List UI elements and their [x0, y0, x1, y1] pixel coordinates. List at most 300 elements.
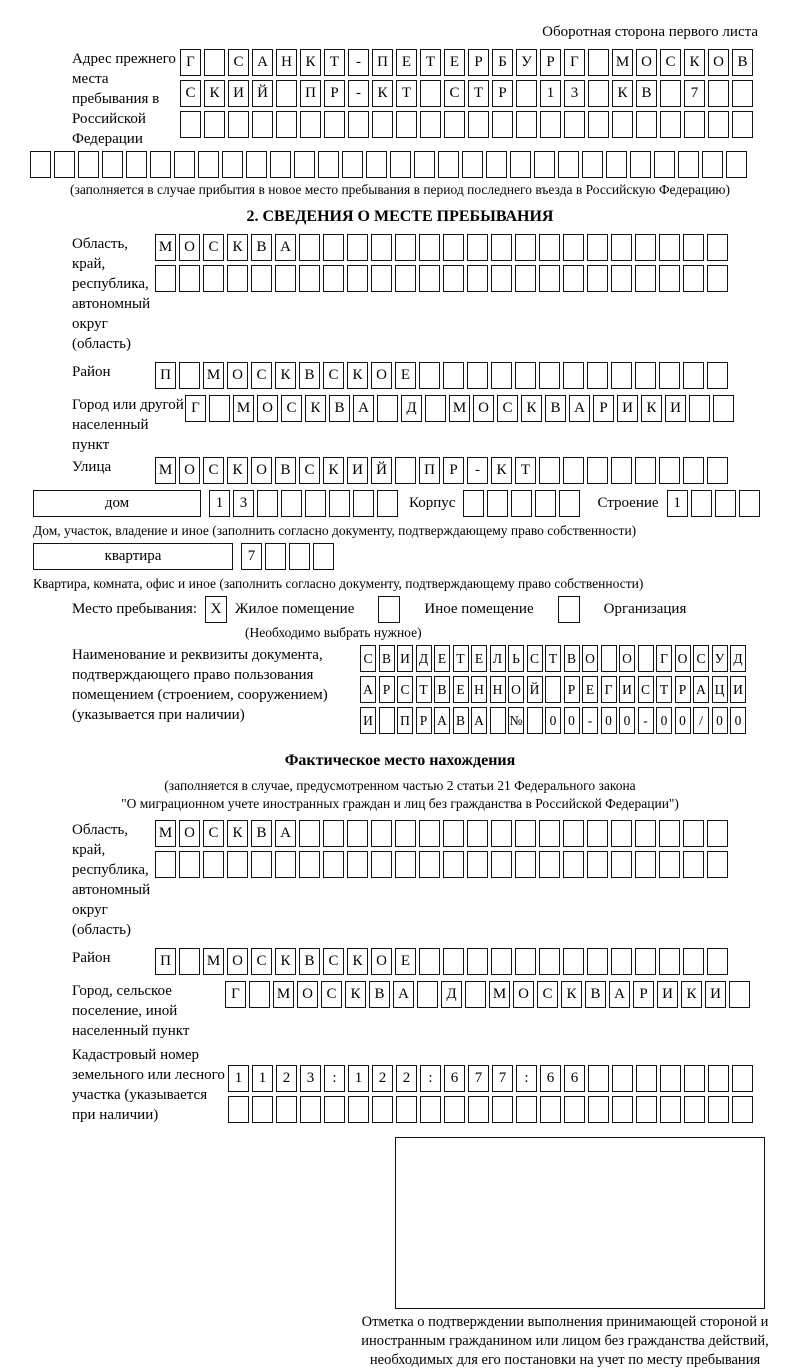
char-cell[interactable]: С [203, 820, 224, 847]
char-cell[interactable]: 7 [241, 543, 262, 570]
char-cell[interactable] [707, 948, 728, 975]
char-cell[interactable] [395, 851, 416, 878]
char-cell[interactable]: О [473, 395, 494, 422]
char-cell[interactable]: Г [225, 981, 246, 1008]
char-cell[interactable] [102, 151, 123, 178]
char-cell[interactable] [563, 851, 584, 878]
char-cell[interactable]: К [305, 395, 326, 422]
char-cell[interactable]: С [660, 49, 681, 76]
char-cell[interactable] [691, 490, 712, 517]
char-cell[interactable]: К [300, 49, 321, 76]
char-cell[interactable] [732, 1096, 753, 1123]
char-cell[interactable]: 6 [444, 1065, 465, 1092]
char-cell[interactable]: 0 [656, 707, 672, 734]
char-cell[interactable] [683, 362, 704, 389]
char-cell[interactable] [150, 151, 171, 178]
char-cell[interactable]: С [360, 645, 376, 672]
char-cell[interactable]: 0 [730, 707, 746, 734]
char-cell[interactable] [630, 151, 651, 178]
char-cell[interactable]: Р [443, 457, 464, 484]
char-cell[interactable] [510, 151, 531, 178]
char-cell[interactable]: С [638, 676, 654, 703]
char-cell[interactable]: Е [395, 362, 416, 389]
char-cell[interactable]: О [251, 457, 272, 484]
char-cell[interactable]: Й [252, 80, 273, 107]
char-cell[interactable]: Т [416, 676, 432, 703]
char-cell[interactable]: Ц [712, 676, 728, 703]
char-cell[interactable]: Д [401, 395, 422, 422]
char-cell[interactable]: К [681, 981, 702, 1008]
char-cell[interactable]: - [348, 80, 369, 107]
char-cell[interactable]: 0 [564, 707, 580, 734]
char-cell[interactable] [419, 851, 440, 878]
char-cell[interactable] [702, 151, 723, 178]
char-cell[interactable] [305, 490, 326, 517]
char-cell[interactable] [683, 234, 704, 261]
char-cell[interactable] [708, 111, 729, 138]
char-cell[interactable] [487, 490, 508, 517]
char-cell[interactable]: Н [490, 676, 506, 703]
char-cell[interactable] [257, 490, 278, 517]
char-cell[interactable] [371, 820, 392, 847]
char-cell[interactable] [462, 151, 483, 178]
char-cell[interactable]: Р [633, 981, 654, 1008]
char-cell[interactable]: Р [593, 395, 614, 422]
char-cell[interactable] [635, 265, 656, 292]
char-cell[interactable] [490, 707, 506, 734]
char-cell[interactable]: Н [276, 49, 297, 76]
char-cell[interactable] [465, 981, 486, 1008]
char-cell[interactable] [611, 362, 632, 389]
char-cell[interactable] [515, 948, 536, 975]
char-cell[interactable]: Е [395, 948, 416, 975]
char-cell[interactable] [558, 151, 579, 178]
char-cell[interactable]: А [252, 49, 273, 76]
char-cell[interactable] [300, 111, 321, 138]
char-cell[interactable]: Т [420, 49, 441, 76]
char-cell[interactable]: 1 [228, 1065, 249, 1092]
char-cell[interactable] [252, 111, 273, 138]
char-cell[interactable]: А [471, 707, 487, 734]
char-cell[interactable]: П [155, 362, 176, 389]
char-cell[interactable]: Р [468, 49, 489, 76]
char-cell[interactable] [275, 851, 296, 878]
char-cell[interactable] [611, 820, 632, 847]
char-cell[interactable] [179, 265, 200, 292]
char-cell[interactable] [443, 362, 464, 389]
char-cell[interactable]: № [508, 707, 524, 734]
char-cell[interactable] [324, 1096, 345, 1123]
char-cell[interactable] [540, 1096, 561, 1123]
char-cell[interactable]: Г [564, 49, 585, 76]
char-cell[interactable] [467, 234, 488, 261]
char-cell[interactable]: К [561, 981, 582, 1008]
char-cell[interactable]: Ь [508, 645, 524, 672]
char-cell[interactable] [539, 265, 560, 292]
char-cell[interactable] [654, 151, 675, 178]
char-cell[interactable]: 3 [564, 80, 585, 107]
char-cell[interactable] [563, 948, 584, 975]
char-cell[interactable]: М [273, 981, 294, 1008]
char-cell[interactable] [270, 151, 291, 178]
char-cell[interactable] [396, 1096, 417, 1123]
char-cell[interactable]: Е [444, 49, 465, 76]
char-cell[interactable]: 7 [468, 1065, 489, 1092]
char-cell[interactable]: 2 [396, 1065, 417, 1092]
char-cell[interactable] [467, 851, 488, 878]
char-cell[interactable] [444, 111, 465, 138]
char-cell[interactable]: В [564, 645, 580, 672]
char-cell[interactable]: 0 [712, 707, 728, 734]
char-cell[interactable] [539, 820, 560, 847]
char-cell[interactable]: Е [582, 676, 598, 703]
char-cell[interactable]: П [419, 457, 440, 484]
char-cell[interactable] [30, 151, 51, 178]
char-cell[interactable] [659, 820, 680, 847]
char-cell[interactable]: С [251, 948, 272, 975]
char-cell[interactable]: О [508, 676, 524, 703]
char-cell[interactable] [635, 234, 656, 261]
char-cell[interactable]: К [684, 49, 705, 76]
char-cell[interactable] [559, 490, 580, 517]
char-cell[interactable]: В [379, 645, 395, 672]
char-cell[interactable]: К [491, 457, 512, 484]
char-cell[interactable] [396, 111, 417, 138]
char-cell[interactable] [420, 80, 441, 107]
char-cell[interactable] [689, 395, 710, 422]
char-cell[interactable] [347, 234, 368, 261]
char-cell[interactable]: Г [185, 395, 206, 422]
char-cell[interactable] [379, 707, 395, 734]
char-cell[interactable] [419, 234, 440, 261]
char-cell[interactable]: С [537, 981, 558, 1008]
char-cell[interactable] [491, 234, 512, 261]
char-cell[interactable] [347, 851, 368, 878]
char-cell[interactable]: С [299, 457, 320, 484]
char-cell[interactable] [443, 851, 464, 878]
char-cell[interactable] [372, 111, 393, 138]
char-cell[interactable] [299, 265, 320, 292]
char-cell[interactable] [660, 80, 681, 107]
char-cell[interactable]: Р [564, 676, 580, 703]
char-cell[interactable] [492, 111, 513, 138]
char-cell[interactable]: И [228, 80, 249, 107]
char-cell[interactable]: С [693, 645, 709, 672]
char-cell[interactable]: К [612, 80, 633, 107]
char-cell[interactable]: В [329, 395, 350, 422]
char-cell[interactable] [419, 265, 440, 292]
char-cell[interactable] [635, 362, 656, 389]
char-cell[interactable] [467, 265, 488, 292]
char-cell[interactable]: К [275, 948, 296, 975]
char-cell[interactable] [564, 111, 585, 138]
char-cell[interactable] [515, 820, 536, 847]
char-cell[interactable] [684, 1065, 705, 1092]
char-cell[interactable] [377, 395, 398, 422]
char-cell[interactable]: 3 [300, 1065, 321, 1092]
char-cell[interactable] [708, 80, 729, 107]
char-cell[interactable] [588, 1096, 609, 1123]
char-cell[interactable] [420, 111, 441, 138]
char-cell[interactable] [659, 948, 680, 975]
char-cell[interactable]: А [353, 395, 374, 422]
char-cell[interactable]: А [275, 234, 296, 261]
char-cell[interactable] [467, 948, 488, 975]
char-cell[interactable]: 1 [348, 1065, 369, 1092]
char-cell[interactable] [659, 265, 680, 292]
char-cell[interactable]: К [204, 80, 225, 107]
char-cell[interactable] [638, 645, 654, 672]
char-cell[interactable] [323, 265, 344, 292]
char-cell[interactable]: И [347, 457, 368, 484]
char-cell[interactable] [313, 543, 334, 570]
char-cell[interactable]: : [420, 1065, 441, 1092]
char-cell[interactable] [659, 851, 680, 878]
char-cell[interactable] [443, 234, 464, 261]
char-cell[interactable]: К [372, 80, 393, 107]
char-cell[interactable] [729, 981, 750, 1008]
char-cell[interactable]: Т [324, 49, 345, 76]
char-cell[interactable]: Т [396, 80, 417, 107]
char-cell[interactable] [636, 1096, 657, 1123]
char-cell[interactable] [587, 362, 608, 389]
char-cell[interactable]: В [545, 395, 566, 422]
char-cell[interactable] [611, 948, 632, 975]
char-cell[interactable]: А [360, 676, 376, 703]
char-cell[interactable] [527, 707, 543, 734]
char-cell[interactable] [678, 151, 699, 178]
char-cell[interactable] [395, 265, 416, 292]
char-cell[interactable] [732, 111, 753, 138]
char-cell[interactable] [252, 1096, 273, 1123]
char-cell[interactable]: К [227, 820, 248, 847]
char-cell[interactable]: Й [371, 457, 392, 484]
char-cell[interactable]: 0 [601, 707, 617, 734]
char-cell[interactable] [611, 851, 632, 878]
char-cell[interactable]: И [619, 676, 635, 703]
char-cell[interactable]: 3 [233, 490, 254, 517]
char-cell[interactable]: Т [468, 80, 489, 107]
char-cell[interactable] [395, 234, 416, 261]
char-cell[interactable]: В [299, 362, 320, 389]
char-cell[interactable]: В [251, 820, 272, 847]
char-cell[interactable]: К [323, 457, 344, 484]
char-cell[interactable]: Г [601, 676, 617, 703]
char-cell[interactable]: А [609, 981, 630, 1008]
char-cell[interactable] [347, 820, 368, 847]
char-cell[interactable] [587, 948, 608, 975]
char-cell[interactable]: О [297, 981, 318, 1008]
char-cell[interactable] [612, 111, 633, 138]
char-cell[interactable]: О [179, 457, 200, 484]
char-cell[interactable] [417, 981, 438, 1008]
char-cell[interactable]: О [371, 362, 392, 389]
char-cell[interactable] [300, 1096, 321, 1123]
char-cell[interactable] [179, 362, 200, 389]
char-cell[interactable] [425, 395, 446, 422]
char-cell[interactable]: 1 [540, 80, 561, 107]
char-cell[interactable]: П [300, 80, 321, 107]
char-cell[interactable]: И [360, 707, 376, 734]
char-cell[interactable] [636, 1065, 657, 1092]
char-cell[interactable]: М [233, 395, 254, 422]
char-cell[interactable] [420, 1096, 441, 1123]
char-cell[interactable] [204, 111, 225, 138]
char-cell[interactable] [491, 820, 512, 847]
char-cell[interactable] [516, 80, 537, 107]
char-cell[interactable] [635, 457, 656, 484]
char-cell[interactable]: В [585, 981, 606, 1008]
char-cell[interactable] [467, 820, 488, 847]
char-cell[interactable] [251, 851, 272, 878]
char-cell[interactable]: С [323, 948, 344, 975]
char-cell[interactable] [660, 1065, 681, 1092]
char-cell[interactable] [707, 234, 728, 261]
char-cell[interactable]: С [203, 457, 224, 484]
char-cell[interactable] [492, 1096, 513, 1123]
char-cell[interactable] [419, 820, 440, 847]
char-cell[interactable] [563, 820, 584, 847]
char-cell[interactable] [414, 151, 435, 178]
char-cell[interactable] [563, 234, 584, 261]
char-cell[interactable]: М [155, 820, 176, 847]
char-cell[interactable] [299, 820, 320, 847]
char-cell[interactable] [228, 111, 249, 138]
char-cell[interactable] [539, 234, 560, 261]
char-cell[interactable]: Л [490, 645, 506, 672]
char-cell[interactable] [366, 151, 387, 178]
char-cell[interactable] [204, 49, 225, 76]
char-cell[interactable] [174, 151, 195, 178]
char-cell[interactable]: М [489, 981, 510, 1008]
char-cell[interactable] [588, 80, 609, 107]
char-cell[interactable]: : [516, 1065, 537, 1092]
char-cell[interactable] [635, 820, 656, 847]
char-cell[interactable]: В [453, 707, 469, 734]
char-cell[interactable]: 0 [545, 707, 561, 734]
char-cell[interactable] [684, 1096, 705, 1123]
char-cell[interactable] [539, 362, 560, 389]
char-cell[interactable] [516, 1096, 537, 1123]
char-cell[interactable] [281, 490, 302, 517]
char-cell[interactable] [564, 1096, 585, 1123]
char-cell[interactable]: И [657, 981, 678, 1008]
char-cell[interactable] [612, 1096, 633, 1123]
char-cell[interactable]: О [582, 645, 598, 672]
char-cell[interactable] [611, 234, 632, 261]
char-cell[interactable] [348, 1096, 369, 1123]
char-cell[interactable] [611, 265, 632, 292]
char-cell[interactable]: Е [434, 645, 450, 672]
char-cell[interactable]: Т [656, 676, 672, 703]
char-cell[interactable] [515, 265, 536, 292]
char-cell[interactable] [443, 265, 464, 292]
char-cell[interactable] [276, 1096, 297, 1123]
char-cell[interactable]: М [155, 457, 176, 484]
char-cell[interactable] [246, 151, 267, 178]
char-cell[interactable] [329, 490, 350, 517]
char-cell[interactable]: : [324, 1065, 345, 1092]
char-cell[interactable] [491, 948, 512, 975]
char-cell[interactable]: Е [471, 645, 487, 672]
char-cell[interactable]: С [323, 362, 344, 389]
char-cell[interactable]: 6 [564, 1065, 585, 1092]
char-cell[interactable] [395, 820, 416, 847]
char-cell[interactable] [467, 362, 488, 389]
char-cell[interactable] [612, 1065, 633, 1092]
char-cell[interactable]: С [321, 981, 342, 1008]
char-cell[interactable]: С [203, 234, 224, 261]
char-cell[interactable] [587, 820, 608, 847]
char-cell[interactable]: И [665, 395, 686, 422]
char-cell[interactable]: И [397, 645, 413, 672]
char-cell[interactable] [180, 111, 201, 138]
char-cell[interactable] [126, 151, 147, 178]
char-cell[interactable]: П [372, 49, 393, 76]
char-cell[interactable] [588, 1065, 609, 1092]
char-cell[interactable] [228, 1096, 249, 1123]
char-cell[interactable]: - [467, 457, 488, 484]
char-cell[interactable] [587, 851, 608, 878]
char-cell[interactable]: Е [453, 676, 469, 703]
char-cell[interactable] [515, 234, 536, 261]
char-cell[interactable]: Д [730, 645, 746, 672]
char-cell[interactable] [299, 851, 320, 878]
char-cell[interactable] [708, 1065, 729, 1092]
char-cell[interactable] [660, 111, 681, 138]
char-cell[interactable]: - [582, 707, 598, 734]
char-cell[interactable] [342, 151, 363, 178]
char-cell[interactable] [468, 111, 489, 138]
char-cell[interactable] [390, 151, 411, 178]
char-cell[interactable]: К [347, 362, 368, 389]
char-cell[interactable] [715, 490, 736, 517]
char-cell[interactable] [635, 851, 656, 878]
char-cell[interactable] [371, 851, 392, 878]
char-cell[interactable]: Н [471, 676, 487, 703]
char-cell[interactable] [353, 490, 374, 517]
char-cell[interactable] [227, 265, 248, 292]
char-cell[interactable]: - [348, 49, 369, 76]
char-cell[interactable] [155, 851, 176, 878]
char-cell[interactable] [486, 151, 507, 178]
checkbox-organization[interactable] [558, 596, 580, 623]
char-cell[interactable]: О [257, 395, 278, 422]
char-cell[interactable]: У [712, 645, 728, 672]
char-cell[interactable]: М [449, 395, 470, 422]
char-cell[interactable] [198, 151, 219, 178]
char-cell[interactable] [515, 362, 536, 389]
char-cell[interactable] [545, 676, 561, 703]
char-cell[interactable]: К [641, 395, 662, 422]
char-cell[interactable] [732, 1065, 753, 1092]
char-cell[interactable] [78, 151, 99, 178]
char-cell[interactable]: И [705, 981, 726, 1008]
char-cell[interactable] [299, 234, 320, 261]
char-cell[interactable] [539, 851, 560, 878]
char-cell[interactable]: К [227, 457, 248, 484]
char-cell[interactable]: К [345, 981, 366, 1008]
char-cell[interactable] [587, 265, 608, 292]
char-cell[interactable] [659, 234, 680, 261]
char-cell[interactable] [371, 265, 392, 292]
char-cell[interactable]: Г [656, 645, 672, 672]
char-cell[interactable] [534, 151, 555, 178]
char-cell[interactable] [324, 111, 345, 138]
char-cell[interactable] [713, 395, 734, 422]
char-cell[interactable]: С [251, 362, 272, 389]
char-cell[interactable] [347, 265, 368, 292]
